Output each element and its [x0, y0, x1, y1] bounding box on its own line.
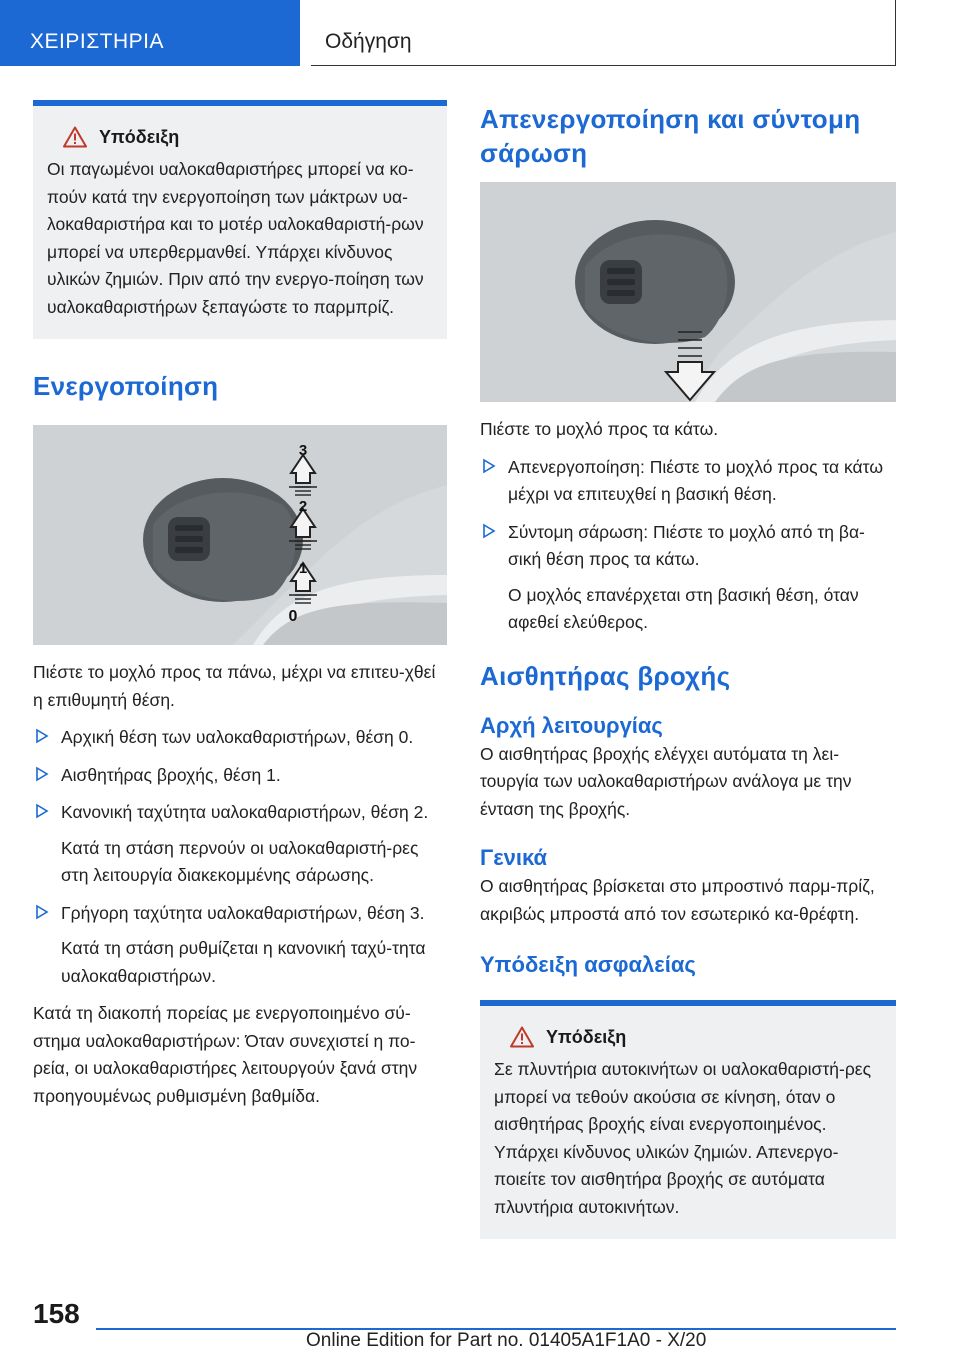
list-marker-icon [35, 728, 49, 744]
list-item [33, 799, 447, 827]
position-label-0: 0 [288, 608, 298, 625]
list-item-text: Σύντομη σάρωση: Πιέστε το μοχλό από τη βα-σική θέση προς τα κάτω. [508, 521, 865, 569]
frost-notice [33, 100, 447, 339]
section-tab: ΧΕΙΡΙΣΤΗΡΙΑ [0, 0, 300, 66]
page-header [0, 0, 960, 66]
warning-icon [510, 1026, 534, 1048]
list-item-text: Αρχική θέση των υαλοκαθαριστήρων, θέση 0. [61, 727, 414, 747]
deactivation-list [480, 454, 896, 574]
list-item-text: Απενεργοποίηση: Πιέστε το μοχλό προς τα κάτω μέχρι να επιτευχθεί η βασική θέση. [508, 456, 883, 504]
deactivation-heading: Απενεργοποίηση και σύντομη σάρωση [480, 104, 861, 168]
page-number: 158 [33, 1298, 80, 1329]
principle-text: Ο αισθητήρας βροχής ελέγχει αυτόματα τη λει-τουργία των υαλοκαθαριστήρων ανάλογα με την ένταση της βροχής. [480, 743, 852, 819]
wiper-stalk-down-photo [480, 182, 896, 402]
activation-intro: Πιέστε το μοχλό προς τα πάνω, μέχρι να επιτευ-χθεί η επιθυμητή θέση. [33, 662, 436, 710]
activation-outro: Κατά τη διακοπή πορείας με ενεργοποιημένο σύ-στημα υαλοκαθαριστήρων: Όταν συνεχιστεί η πο-ρεία, οι υαλοκαθαριστήρες λειτουργούν ξανά στην προηγουμένως ρυθμισμένη βαθμίδα. [33, 1003, 418, 1106]
warning-icon [63, 126, 87, 148]
notice-header [494, 1026, 882, 1048]
list-marker-icon [482, 523, 496, 539]
activation-positions-list-cont [33, 900, 447, 928]
list-marker-icon [482, 458, 496, 474]
deactivation-intro: Πιέστε το μοχλό προς τα κάτω. [480, 419, 719, 439]
right-column [480, 102, 896, 1239]
list-item [480, 519, 896, 574]
list-item-note: Κατά τη στάση περνούν οι υαλοκαθαριστή-ρες στη λειτουργία διακεκομμένης σάρωσης. [61, 837, 419, 885]
list-item-text: Γρήγορη ταχύτητα υαλοκαθαριστήρων, θέση 3. [61, 902, 425, 923]
list-item [33, 762, 447, 790]
position-label-3: 3 [298, 442, 308, 459]
notice-text: Οι παγωμένοι υαλοκαθαριστήρες μπορεί να κο-πούν κατά την ενεργοποίηση των μάκτρων υα-λοκαθαριστήρα και το μοτέρ υαλοκαθαριστή-ρων μπορεί να υπερθερμανθεί. Υπάρχει κίνδυνος υλικών ζημιών. Πριν από την ενεργο-ποίηση των υαλοκαθαριστήρων ξεπαγώστε το παρμπρίζ. [47, 159, 424, 317]
list-item [33, 724, 447, 752]
chapter-title: Οδήγηση [311, 0, 896, 66]
wiper-stalk-up-photo [33, 425, 447, 645]
notice-title: Υπόδειξη [99, 126, 180, 147]
safety-heading: Υπόδειξη ασφαλείας [480, 952, 696, 977]
general-text: Ο αισθητήρας βρίσκεται στο μπροστινό παρμ-πρίζ, ακριβώς μπροστά από τον εσωτερικό κα-θρέφτη. [480, 876, 875, 924]
general-heading: Γενικά [480, 845, 548, 870]
notice-title: Υπόδειξη [546, 1026, 627, 1047]
position-label-1: 1 [298, 560, 308, 577]
list-item-note: Ο μοχλός επανέρχεται στη βασική θέση, όταν αφεθεί ελεύθερος. [508, 584, 859, 632]
list-item-note: Κατά τη στάση ρυθμίζεται η κανονική ταχύ-τητα υαλοκαθαριστήρων. [61, 938, 426, 986]
list-item [480, 454, 896, 509]
list-item [33, 900, 447, 928]
notice-header [47, 126, 433, 148]
list-item-text: Κανονική ταχύτητα υαλοκαθαριστήρων, θέση 2. [61, 802, 429, 822]
list-marker-icon [35, 803, 49, 819]
left-column [33, 100, 447, 1110]
car-wash-notice [480, 1000, 896, 1239]
notice-text: Σε πλυντήρια αυτοκινήτων οι υαλοκαθαριστή-ρες μπορεί να τεθούν ακούσια σε κίνηση, όταν ο αισθητήρας βροχής είναι ενεργοποιημένος. Υπάρχει κίνδυνος υλικών ζημιών. Απενεργο-ποιείτε τον αισθητήρα βροχής σε αυτόματα πλυντήρια αυτοκινήτων. [494, 1059, 872, 1217]
position-label-2: 2 [298, 498, 308, 515]
activation-positions-list [33, 724, 447, 827]
edition-text: Online Edition for Part no. 01405A1F1A0 - X/20 [306, 1330, 707, 1351]
principle-heading: Αρχή λειτουργίας [480, 712, 663, 738]
list-item-text: Αισθητήρας βροχής, θέση 1. [61, 764, 281, 785]
list-marker-icon [35, 766, 49, 782]
activation-heading: Ενεργοποίηση [33, 371, 219, 401]
list-marker-icon [35, 904, 49, 920]
rain-sensor-heading: Αισθητήρας βροχής [480, 660, 731, 691]
